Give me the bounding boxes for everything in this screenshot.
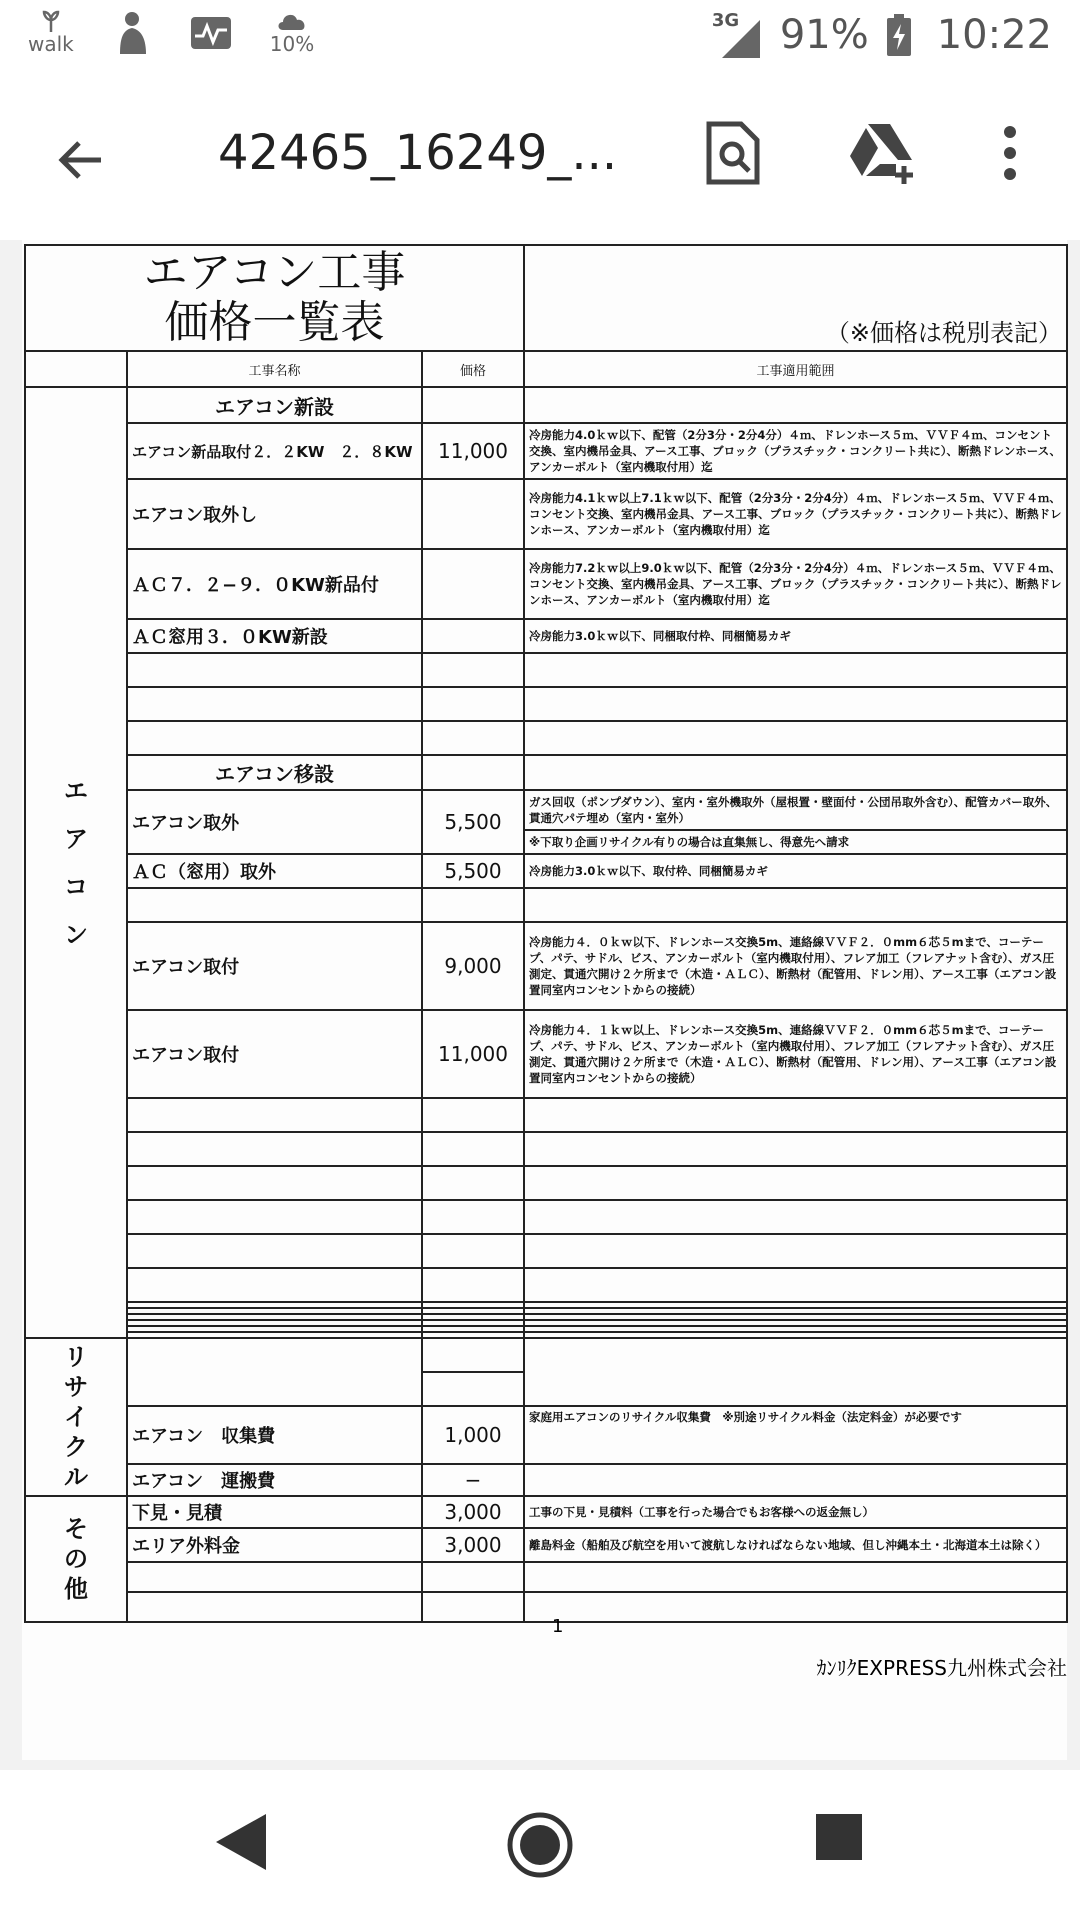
drive-add-icon: [850, 120, 920, 186]
add-to-drive-button[interactable]: [850, 120, 920, 190]
nav-back-button[interactable]: [210, 1810, 270, 1878]
app-bar: [0, 80, 1080, 241]
page-number: 1: [552, 1616, 564, 1637]
nav-recents-button[interactable]: [812, 1810, 866, 1868]
table-row: エアコン取付 9,000 冷房能力４．０ｋｗ以下、ドレンホース交換5m、連絡線ＶＶＦ２．０mm６芯５mまで、コーテープ、パテ、サドル、ビス、アンカーボルト（室内機取付用）、フレア加工（フレアナット含む）、ガス圧測定、貫通穴開け２ケ所まで（木造・ＡＬＣ）、断熱材（配管用、ドレン用）、アース工事（エアコン設置同室内コンセントからの接続）: [25, 922, 1067, 1010]
table-row: エアコン取付 11,000 冷房能力４．１ｋｗ以上、ドレンホース交換5m、連絡線ＶＶＦ２．０mm６芯５mまで、コーテープ、パテ、サドル、ビス、アンカーボルト（室内機取付用）、フレア加工（フレアナット含む）、ガス圧測定、貫通穴開け２ケ所まで（木造・ＡＬＣ）、断熱材（配管用、ドレン用）、アース工事（エアコン設置同室内コンセントからの接続）: [25, 1010, 1067, 1098]
header-price: 価格: [422, 351, 524, 387]
clock: 10:22: [936, 12, 1052, 58]
status-bar: [0, 0, 1080, 80]
table-row: ＡＣ窓用３．０KW新設 冷房能力3.0ｋｗ以下、同梱取付枠、同梱簡易カギ: [25, 619, 1067, 653]
table-row: エアコン 運搬費 −: [25, 1464, 1067, 1496]
table-row: ＡＣ７．２−９．０KW新品付 冷房能力7.2ｋｗ以上9.0ｋｗ以下、配管（2分3分・2分4分）４ｍ、ドレンホース５ｍ、ＶＶＦ４ｍ、コンセント交換、室内機吊金具、アース工事、ブロック（プラスチック・コンクリート共に）、断熱ドレンホース、アンカーボルト（室内機取付用）迄: [25, 549, 1067, 619]
title-line2: 価格一覧表: [164, 297, 385, 348]
document-viewer[interactable]: [0, 240, 1080, 1770]
table-row: エアコン取外 5,500 ガス回収（ポンプダウン）、室内・室外機取外（屋根置・壁面付・公団吊取外含む）、配管カバー取外、貫通穴パテ埋め（室内・室外）: [25, 790, 1067, 830]
cloud-percent: 10%: [269, 32, 315, 56]
activity-icon: [190, 16, 232, 50]
find-in-document-button[interactable]: [705, 120, 761, 190]
back-button[interactable]: [55, 135, 105, 189]
title-line1: エアコン工事: [143, 247, 406, 298]
table-row: エアコン新品取付２．２KW ２．８KW 11,000 冷房能力4.0ｋｗ以下、配管（2分3分・2分4分）４ｍ、ドレンホース５ｍ、ＶＶＦ４ｍ、コンセント交換、室内機吊金具、アース工事、ブロック（プラスチック・コンクリート共に）、断熱ドレンホース、アンカーボルト（室内機取付用）迄: [25, 423, 1067, 479]
walk-label: walk: [28, 32, 74, 56]
signal-icon: [712, 10, 762, 60]
cloud-icon: [270, 10, 314, 56]
table-title: [25, 245, 524, 351]
company-name: ｶﾝﾘｸEXPRESS九州株式会社: [816, 1656, 1067, 1680]
header-range: 工事適用範囲: [524, 351, 1067, 387]
header-blank: [25, 351, 127, 387]
section-new: エアコン新設: [127, 387, 422, 423]
more-options-button[interactable]: [1000, 120, 1020, 190]
walk-icon: [28, 10, 74, 56]
file-search-icon: [705, 120, 761, 186]
network-label: 3G: [711, 10, 740, 31]
document-page: [22, 240, 1067, 1760]
tax-note: （※価格は税別表記）: [524, 245, 1067, 351]
battery-icon: [887, 14, 911, 56]
system-nav-bar: [0, 1770, 1080, 1920]
document-title: 42465_16249_...: [218, 125, 618, 181]
square-recents-icon: [812, 1810, 866, 1864]
range-note: ※下取り企画リサイクル有りの場合は直集無し、得意先へ請求: [524, 830, 1067, 854]
table-row: エアコン 収集費 1,000 家庭用エアコンのリサイクル収集費 ※別途リサイクル料金（法定料金）が必要です: [25, 1406, 1067, 1464]
category-aircon: エ ア コ ン: [25, 387, 127, 1338]
category-other: そ の 他: [25, 1496, 127, 1622]
price-table: [24, 244, 1068, 1623]
category-recycle: リ サ イ ク ル: [25, 1338, 127, 1496]
battery-percent: 91%: [779, 12, 869, 58]
table-row: エアコン取外し 冷房能力4.1ｋｗ以上7.1ｋｗ以下、配管（2分3分・2分4分）４ｍ、ドレンホース５ｍ、ＶＶＦ４ｍ、コンセント交換、室内機吊金具、アース工事、ブロック（プラスチック・コンクリート共に）、断熱ドレンホース、アンカーボルト（室内機取付用）迄: [25, 479, 1067, 549]
table-row: エリア外料金 3,000 離島料金（船舶及び航空を用いて渡航しなければならない地域、但し沖縄本土・北海道本土は除く）: [25, 1528, 1067, 1562]
table-row: ＡＣ（窓用）取外 5,500 冷房能力3.0ｋｗ以下、取付枠、同梱簡易カギ: [25, 854, 1067, 888]
header-name: 工事名称: [127, 351, 422, 387]
nav-home-button[interactable]: [505, 1810, 575, 1884]
triangle-back-icon: [210, 1810, 270, 1874]
person-icon: [112, 10, 152, 56]
table-row: そ の 他 下見・見積 3,000 工事の下見・見積料（工事を行った場合でもお客様への返金無し）: [25, 1496, 1067, 1528]
more-vert-icon: [1000, 120, 1020, 186]
arrow-left-icon: [55, 135, 105, 185]
circle-home-icon: [505, 1810, 575, 1880]
section-move: エアコン移設: [127, 755, 422, 790]
